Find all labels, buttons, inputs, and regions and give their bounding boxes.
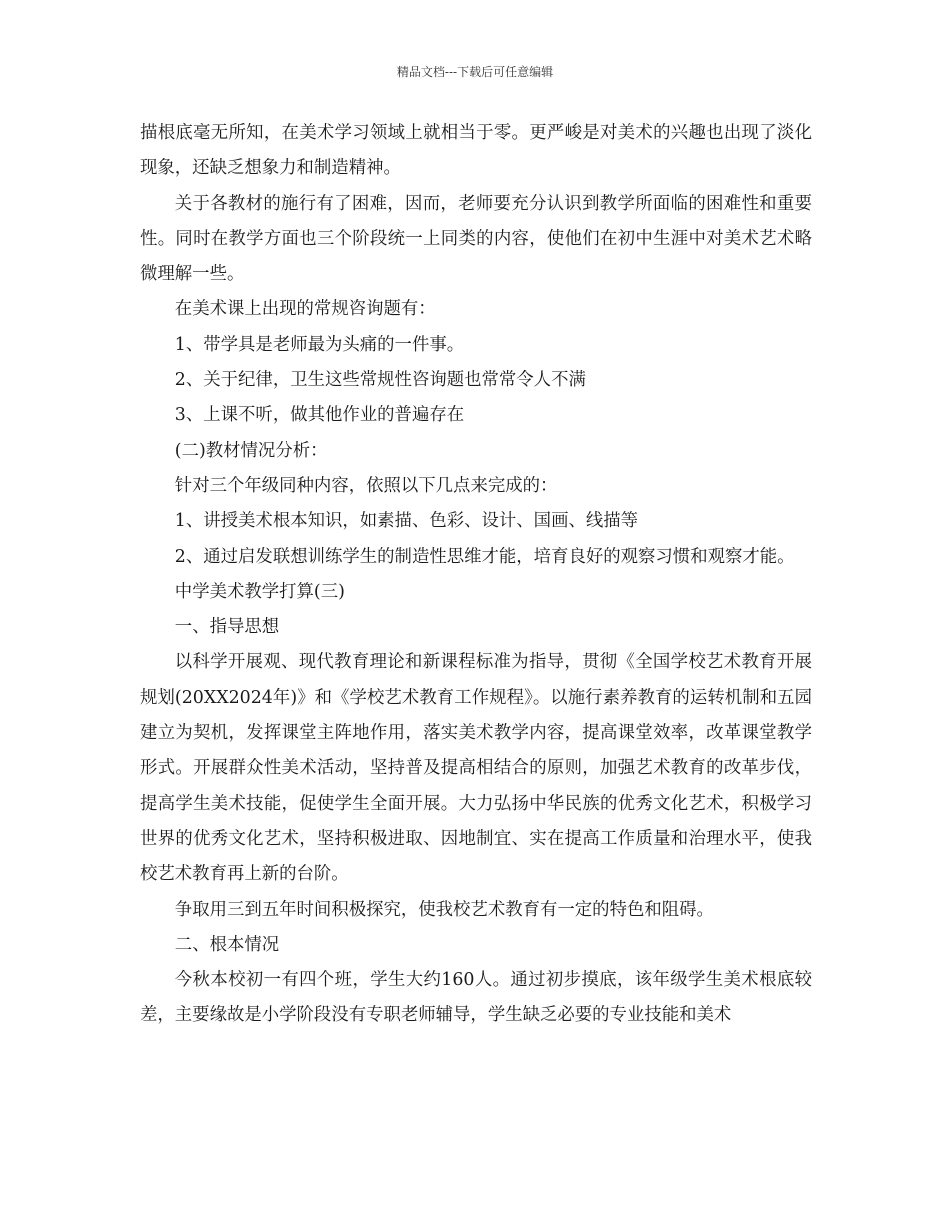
list-item-4: 1、讲授美术根本知识，如素描、色彩、设计、国画、线描等 bbox=[174, 511, 639, 532]
list-item-3: 3、上课不听，做其他作业的普遍存在 bbox=[174, 405, 465, 426]
section-heading-basic-situation: 二、根本情况 bbox=[174, 934, 280, 955]
paragraph-4: 针对三个年级同种内容，依照以下几点来完成的： bbox=[174, 475, 558, 496]
list-item-1: 1、带学具是老师最为头痛的一件事。 bbox=[174, 334, 465, 355]
paragraph-3: 在美术课上出现的常规咨询题有： bbox=[174, 299, 436, 320]
paragraph-7: 今秋本校初一有四个班，学生大约160人。通过初步摸底，该年级学生美术根底较差，主要缘故是小学阶段没有专职老师辅导，学生缺乏必要的专业技能和美术 bbox=[140, 970, 812, 1026]
list-item-5: 2、通过启发联想训练学生的制造性思维才能，培育良好的观察习惯和观察才能。 bbox=[174, 546, 795, 567]
list-item-2: 2、关于纪律，卫生这些常规性咨询题也常常令人不满 bbox=[174, 370, 586, 391]
section-heading-guiding-ideology: 一、指导思想 bbox=[174, 617, 280, 638]
paragraph-5: 以科学开展观、现代教育理论和新课程标准为指导，贯彻《全国学校艺术教育开展规划(20XX2024年)》和《学校艺术教育工作规程》。以施行素养教育的运转机制和五园建立为契机，发挥课堂主阵地作用，落实美术教学内容，提高课堂效率，改革课堂教学形式。开展群众性美术活动，坚持普及提高相结合的原则，加强艺术教育的改革步伐，提高学生美术技能，促使学生全面开展。大力弘扬中华民族的优秀文化艺术，积极学习世界的优秀文化艺术，坚持积极进取、因地制宜、实在提高工作质量和治理水平，使我校艺术教育再上新的台阶。 bbox=[140, 652, 812, 885]
paragraph-1: 描根底毫无所知，在美术学习领域上就相当于零。更严峻是对美术的兴趣也出现了淡化现象，还缺乏想象力和制造精神。 bbox=[140, 123, 812, 179]
section-title-plan-3: 中学美术教学打算(三) bbox=[174, 581, 345, 602]
document-body bbox=[140, 116, 812, 1034]
section-heading-textbook-analysis: (二)教材情况分析： bbox=[174, 440, 328, 461]
page-header: 精品文档---下载后可任意编辑 bbox=[396, 65, 554, 79]
paragraph-6: 争取用三到五年时间积极探究，使我校艺术教育有一定的特色和阻碍。 bbox=[174, 899, 714, 920]
paragraph-2: 关于各教材的施行有了困难，因而，老师要充分认识到教学所面临的困难性和重要性。同时在教学方面也三个阶段统一上同类的内容，使他们在初中生涯中对美术艺术略微理解一些。 bbox=[140, 193, 812, 285]
